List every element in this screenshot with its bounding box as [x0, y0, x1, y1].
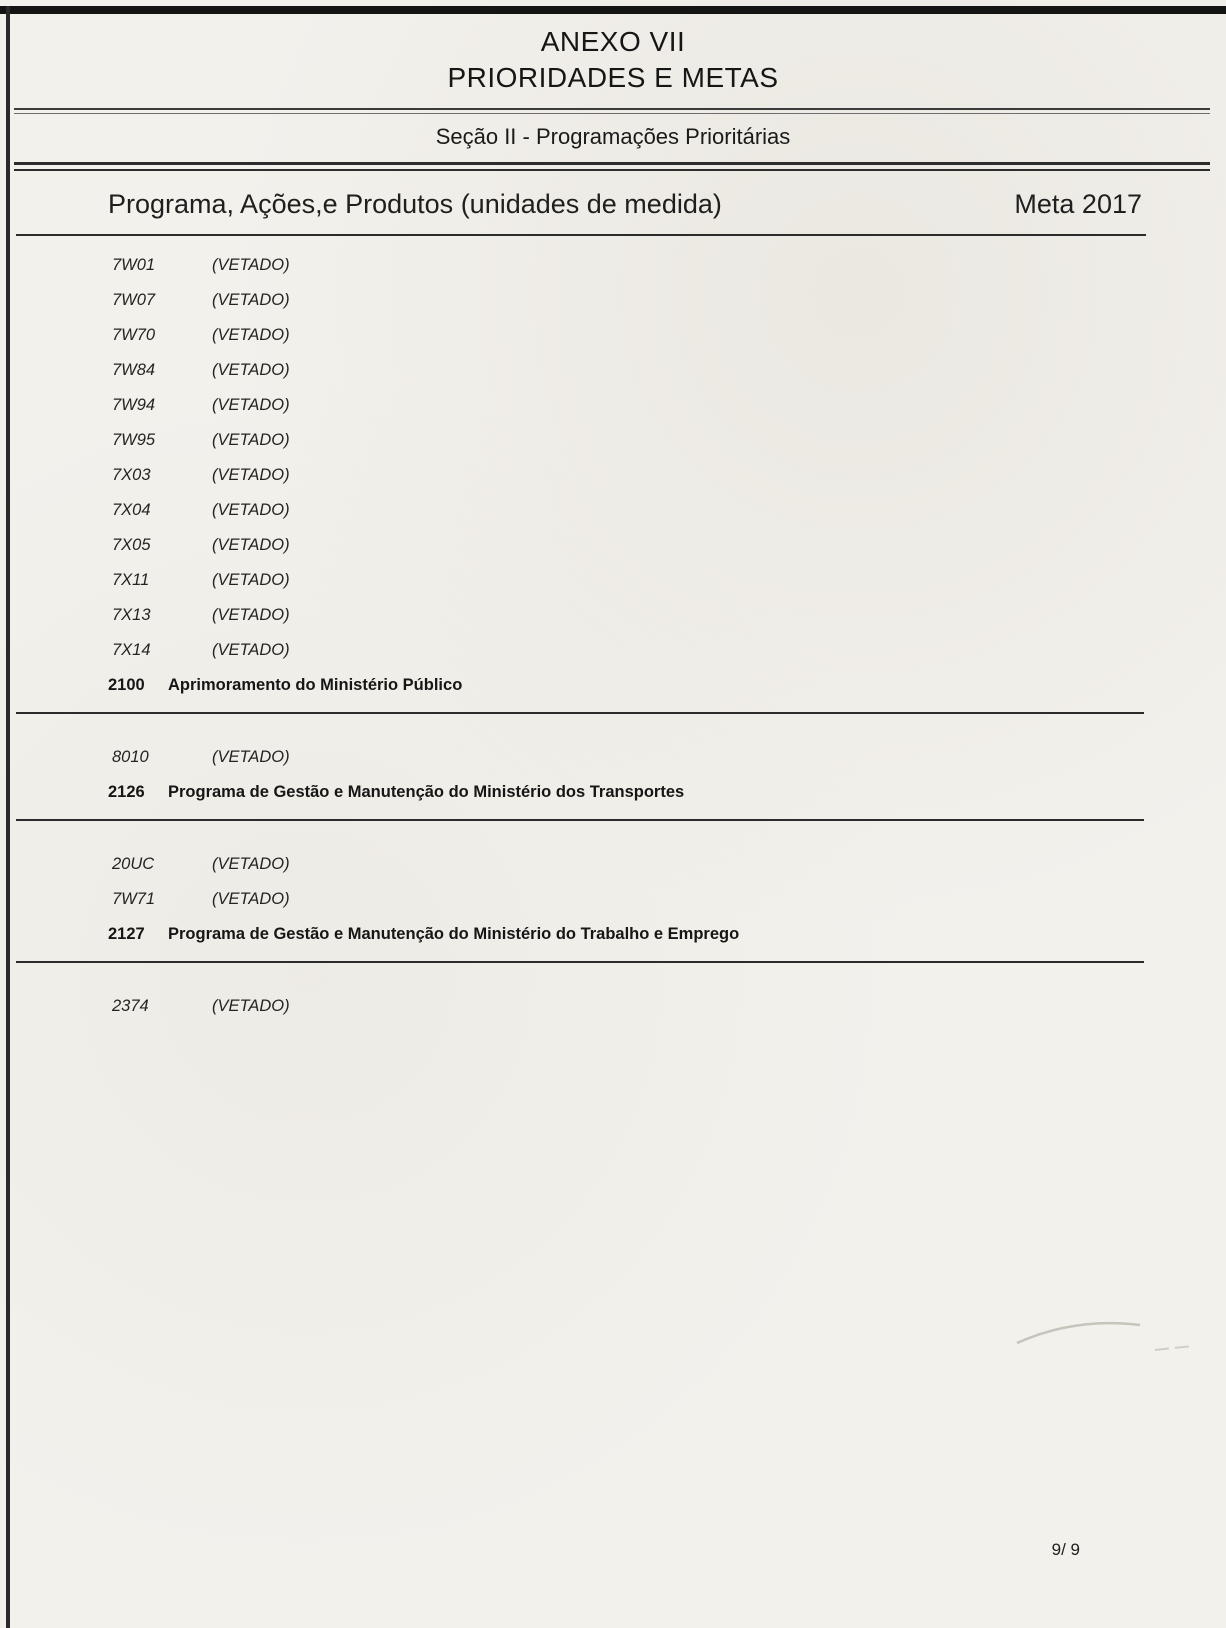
action-label: (VETADO) [212, 291, 290, 309]
pencil-mark-artifact [1005, 1305, 1215, 1365]
action-row [0, 528, 1226, 563]
action-label: (VETADO) [212, 431, 290, 449]
action-row [0, 989, 1226, 1024]
program-code: 2127 [108, 925, 145, 943]
action-row [0, 633, 1226, 668]
action-code: 7X14 [112, 641, 151, 659]
group-separator-line [16, 819, 1144, 821]
document-header [0, 26, 1226, 236]
action-code: 7X11 [112, 571, 150, 589]
action-label: (VETADO) [212, 326, 290, 344]
action-code: 7W01 [112, 256, 156, 274]
program-row [0, 775, 1226, 810]
action-row [0, 882, 1226, 917]
program-name: Programa de Gestão e Manutenção do Ministério dos Transportes [168, 783, 685, 801]
action-code: 7W94 [112, 396, 156, 414]
action-label: (VETADO) [212, 466, 290, 484]
program-code: 2100 [108, 676, 145, 694]
action-row [0, 740, 1226, 775]
action-label: (VETADO) [212, 361, 290, 379]
program-code: 2126 [108, 783, 145, 801]
action-label: (VETADO) [212, 396, 290, 414]
program-name: Programa de Gestão e Manutenção do Ministério do Trabalho e Emprego [168, 925, 740, 943]
action-code: 7W95 [112, 431, 156, 449]
action-row [0, 563, 1226, 598]
action-code: 7X04 [112, 501, 151, 519]
section-title: Seção II - Programações Prioritárias [435, 124, 791, 149]
action-row [0, 388, 1226, 423]
action-code: 20UC [112, 855, 155, 873]
action-code: 7W70 [112, 326, 156, 344]
action-code: 7W07 [112, 291, 156, 309]
action-code: 7W84 [112, 361, 156, 379]
page-number: 9/ 9 [1051, 1540, 1080, 1559]
action-row [0, 353, 1226, 388]
header-rule-upper [14, 108, 1210, 114]
column-header-underline [16, 234, 1146, 236]
action-label: (VETADO) [212, 748, 290, 766]
group-separator-line [16, 712, 1144, 714]
action-row [0, 318, 1226, 353]
action-code: 7W71 [112, 890, 156, 908]
table-column-headers [108, 189, 1142, 220]
action-code: 7X05 [112, 536, 151, 554]
action-label: (VETADO) [212, 606, 290, 624]
action-code: 7X03 [112, 466, 151, 484]
program-row [0, 668, 1226, 703]
action-label: (VETADO) [212, 641, 290, 659]
action-row [0, 847, 1226, 882]
action-label: (VETADO) [212, 890, 290, 908]
page-subtitle: PRIORIDADES E METAS [447, 62, 779, 93]
table-body [0, 248, 1226, 1024]
action-label: (VETADO) [212, 571, 290, 589]
action-label: (VETADO) [212, 501, 290, 519]
action-code: 8010 [112, 748, 149, 766]
action-label: (VETADO) [212, 536, 290, 554]
action-code: 7X13 [112, 606, 151, 624]
action-code: 2374 [112, 997, 149, 1015]
action-row [0, 283, 1226, 318]
action-row [0, 458, 1226, 493]
column-header-meta: Meta 2017 [1014, 189, 1142, 219]
action-row [0, 493, 1226, 528]
action-row [0, 423, 1226, 458]
page-title: ANEXO VII [540, 26, 686, 57]
action-label: (VETADO) [212, 256, 290, 274]
action-row [0, 248, 1226, 283]
program-row [0, 917, 1226, 952]
header-rule-lower [14, 162, 1210, 171]
action-label: (VETADO) [212, 855, 290, 873]
action-label: (VETADO) [212, 997, 290, 1015]
program-name: Aprimoramento do Ministério Público [168, 676, 463, 694]
column-header-programs: Programa, Ações,e Produtos (unidades de medida) [108, 189, 722, 219]
action-row [0, 598, 1226, 633]
group-separator-line [16, 961, 1144, 963]
